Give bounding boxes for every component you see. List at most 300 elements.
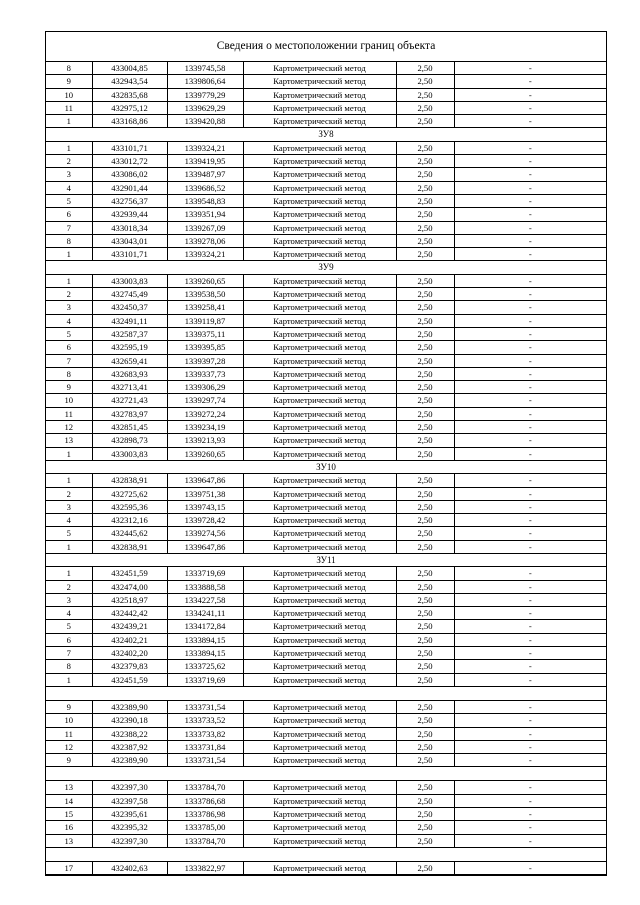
description-cell: -: [454, 88, 606, 101]
description-cell: -: [454, 673, 606, 686]
y-coordinate-cell: 1339351,94: [167, 208, 243, 221]
table-row: [46, 474, 606, 487]
point-number-cell: 14: [46, 794, 92, 807]
method-cell: Картометрический метод: [243, 327, 396, 340]
x-coordinate-cell: 432939,44: [92, 208, 167, 221]
x-coordinate-cell: 433101,71: [92, 248, 167, 261]
error-cell: 2,50: [396, 714, 454, 727]
table-row: [46, 727, 606, 740]
method-cell: Картометрический метод: [243, 821, 396, 834]
x-coordinate-cell: 432975,12: [92, 101, 167, 114]
x-coordinate-cell: 432851,45: [92, 421, 167, 434]
error-cell: 2,50: [396, 580, 454, 593]
error-cell: 2,50: [396, 620, 454, 633]
method-cell: Картометрический метод: [243, 341, 396, 354]
error-cell: 2,50: [396, 221, 454, 234]
point-number-cell: 1: [46, 474, 92, 487]
method-cell: Картометрический метод: [243, 75, 396, 88]
description-cell: -: [454, 727, 606, 740]
description-cell: -: [454, 714, 606, 727]
description-cell: -: [454, 341, 606, 354]
error-cell: 2,50: [396, 381, 454, 394]
method-cell: Картометрический метод: [243, 834, 396, 847]
point-number-cell: 2: [46, 155, 92, 168]
error-cell: 2,50: [396, 673, 454, 686]
method-cell: Картометрический метод: [243, 700, 396, 713]
description-cell: -: [454, 181, 606, 194]
description-cell: -: [454, 407, 606, 420]
section-header-row: [46, 460, 606, 473]
table-row: [46, 434, 606, 447]
table-row: [46, 367, 606, 380]
point-number-cell: 5: [46, 194, 92, 207]
y-coordinate-cell: 1333719,69: [167, 567, 243, 580]
x-coordinate-cell: 432451,59: [92, 673, 167, 686]
method-cell: Картометрический метод: [243, 500, 396, 513]
error-cell: 2,50: [396, 660, 454, 673]
description-cell: -: [454, 781, 606, 794]
point-number-cell: 10: [46, 714, 92, 727]
x-coordinate-cell: 432943,54: [92, 75, 167, 88]
table-row: [46, 781, 606, 794]
x-coordinate-cell: 432474,00: [92, 580, 167, 593]
x-coordinate-cell: 432595,19: [92, 341, 167, 354]
table-row: [46, 447, 606, 460]
x-coordinate-cell: 432402,21: [92, 633, 167, 646]
point-number-cell: 5: [46, 327, 92, 340]
y-coordinate-cell: 1339647,86: [167, 540, 243, 553]
x-coordinate-cell: 432756,37: [92, 194, 167, 207]
section-label: ЗУ11: [46, 553, 606, 566]
x-coordinate-cell: 432838,91: [92, 474, 167, 487]
table-row: [46, 740, 606, 753]
point-number-cell: 7: [46, 221, 92, 234]
error-cell: 2,50: [396, 407, 454, 420]
point-number-cell: 2: [46, 487, 92, 500]
error-cell: 2,50: [396, 301, 454, 314]
table-row: [46, 527, 606, 540]
point-number-cell: 6: [46, 208, 92, 221]
section-label: ЗУ9: [46, 261, 606, 274]
point-number-cell: 9: [46, 381, 92, 394]
table-row: [46, 714, 606, 727]
description-cell: -: [454, 394, 606, 407]
method-cell: Картометрический метод: [243, 514, 396, 527]
x-coordinate-cell: 432725,62: [92, 487, 167, 500]
y-coordinate-cell: 1333719,69: [167, 673, 243, 686]
x-coordinate-cell: 433012,72: [92, 155, 167, 168]
method-cell: Картометрический метод: [243, 274, 396, 287]
separator-cell: [46, 686, 606, 700]
table-row: [46, 381, 606, 394]
point-number-cell: 13: [46, 434, 92, 447]
method-cell: Картометрический метод: [243, 155, 396, 168]
error-cell: 2,50: [396, 727, 454, 740]
x-coordinate-cell: 432745,49: [92, 288, 167, 301]
table-row: [46, 194, 606, 207]
y-coordinate-cell: 1339272,24: [167, 407, 243, 420]
point-number-cell: 11: [46, 407, 92, 420]
y-coordinate-cell: 1339375,11: [167, 327, 243, 340]
separator-row: [46, 767, 606, 781]
point-number-cell: 12: [46, 740, 92, 753]
point-number-cell: 6: [46, 341, 92, 354]
method-cell: Картометрический метод: [243, 781, 396, 794]
point-number-cell: 12: [46, 421, 92, 434]
boundary-coordinates-table: [46, 62, 606, 875]
table-row: [46, 221, 606, 234]
method-cell: Картометрический метод: [243, 115, 396, 128]
method-cell: Картометрический метод: [243, 221, 396, 234]
y-coordinate-cell: 1339745,58: [167, 62, 243, 75]
description-cell: -: [454, 474, 606, 487]
table-row: [46, 394, 606, 407]
x-coordinate-cell: 432387,92: [92, 740, 167, 753]
x-coordinate-cell: 432402,20: [92, 647, 167, 660]
x-coordinate-cell: 432450,37: [92, 301, 167, 314]
point-number-cell: 1: [46, 567, 92, 580]
x-coordinate-cell: 433101,71: [92, 141, 167, 154]
table-row: [46, 540, 606, 553]
point-number-cell: 4: [46, 181, 92, 194]
point-number-cell: 5: [46, 527, 92, 540]
error-cell: 2,50: [396, 647, 454, 660]
error-cell: 2,50: [396, 341, 454, 354]
point-number-cell: 10: [46, 88, 92, 101]
point-number-cell: 11: [46, 727, 92, 740]
y-coordinate-cell: 1339337,73: [167, 367, 243, 380]
point-number-cell: 13: [46, 834, 92, 847]
error-cell: 2,50: [396, 700, 454, 713]
error-cell: 2,50: [396, 447, 454, 460]
error-cell: 2,50: [396, 194, 454, 207]
description-cell: -: [454, 607, 606, 620]
method-cell: Картометрический метод: [243, 248, 396, 261]
y-coordinate-cell: 1339728,42: [167, 514, 243, 527]
point-number-cell: 16: [46, 821, 92, 834]
description-cell: -: [454, 794, 606, 807]
y-coordinate-cell: 1339297,74: [167, 394, 243, 407]
method-cell: Картометрический метод: [243, 647, 396, 660]
section-header-row: [46, 128, 606, 141]
error-cell: 2,50: [396, 808, 454, 821]
point-number-cell: 13: [46, 781, 92, 794]
point-number-cell: 1: [46, 447, 92, 460]
table-row: [46, 141, 606, 154]
method-cell: Картометрический метод: [243, 407, 396, 420]
method-cell: Картометрический метод: [243, 354, 396, 367]
description-cell: -: [454, 221, 606, 234]
error-cell: 2,50: [396, 781, 454, 794]
error-cell: 2,50: [396, 101, 454, 114]
section-header-row: [46, 261, 606, 274]
point-number-cell: 9: [46, 700, 92, 713]
point-number-cell: 6: [46, 633, 92, 646]
x-coordinate-cell: 432439,21: [92, 620, 167, 633]
description-cell: -: [454, 633, 606, 646]
error-cell: 2,50: [396, 593, 454, 606]
point-number-cell: 3: [46, 593, 92, 606]
y-coordinate-cell: 1339234,19: [167, 421, 243, 434]
error-cell: 2,50: [396, 354, 454, 367]
error-cell: 2,50: [396, 62, 454, 75]
error-cell: 2,50: [396, 288, 454, 301]
description-cell: -: [454, 808, 606, 821]
description-cell: -: [454, 514, 606, 527]
description-cell: -: [454, 540, 606, 553]
y-coordinate-cell: 1334227,58: [167, 593, 243, 606]
point-number-cell: 3: [46, 301, 92, 314]
y-coordinate-cell: 1339260,65: [167, 447, 243, 460]
point-number-cell: 8: [46, 234, 92, 247]
table-row: [46, 75, 606, 88]
x-coordinate-cell: 432587,37: [92, 327, 167, 340]
method-cell: Картометрический метод: [243, 740, 396, 753]
method-cell: Картометрический метод: [243, 62, 396, 75]
x-coordinate-cell: 432442,42: [92, 607, 167, 620]
error-cell: 2,50: [396, 168, 454, 181]
description-cell: -: [454, 168, 606, 181]
y-coordinate-cell: 1339751,38: [167, 487, 243, 500]
error-cell: 2,50: [396, 248, 454, 261]
table-row: [46, 567, 606, 580]
table-row: [46, 314, 606, 327]
method-cell: Картометрический метод: [243, 620, 396, 633]
point-number-cell: 1: [46, 673, 92, 686]
x-coordinate-cell: 432518,97: [92, 593, 167, 606]
description-cell: -: [454, 421, 606, 434]
description-cell: -: [454, 75, 606, 88]
table-row: [46, 633, 606, 646]
coordinates-table-body: [46, 62, 606, 875]
x-coordinate-cell: 432445,62: [92, 527, 167, 540]
y-coordinate-cell: 1333888,58: [167, 580, 243, 593]
point-number-cell: 4: [46, 314, 92, 327]
y-coordinate-cell: 1333785,00: [167, 821, 243, 834]
method-cell: Картометрический метод: [243, 88, 396, 101]
method-cell: Картометрический метод: [243, 381, 396, 394]
separator-row: [46, 847, 606, 861]
method-cell: Картометрический метод: [243, 181, 396, 194]
error-cell: 2,50: [396, 115, 454, 128]
x-coordinate-cell: 433043,01: [92, 234, 167, 247]
table-row: [46, 794, 606, 807]
method-cell: Картометрический метод: [243, 660, 396, 673]
error-cell: 2,50: [396, 314, 454, 327]
x-coordinate-cell: 432395,61: [92, 808, 167, 821]
x-coordinate-cell: 432835,68: [92, 88, 167, 101]
y-coordinate-cell: 1339629,29: [167, 101, 243, 114]
table-row: [46, 421, 606, 434]
table-row: [46, 208, 606, 221]
description-cell: -: [454, 381, 606, 394]
x-coordinate-cell: 433004,85: [92, 62, 167, 75]
table-row: [46, 834, 606, 847]
method-cell: Картометрический метод: [243, 527, 396, 540]
table-row: [46, 607, 606, 620]
error-cell: 2,50: [396, 155, 454, 168]
description-cell: -: [454, 754, 606, 767]
method-cell: Картометрический метод: [243, 607, 396, 620]
description-cell: -: [454, 660, 606, 673]
error-cell: 2,50: [396, 421, 454, 434]
table-row: [46, 115, 606, 128]
method-cell: Картометрический метод: [243, 714, 396, 727]
y-coordinate-cell: 1339274,56: [167, 527, 243, 540]
method-cell: Картометрический метод: [243, 540, 396, 553]
y-coordinate-cell: 1339260,65: [167, 274, 243, 287]
y-coordinate-cell: 1339119,87: [167, 314, 243, 327]
method-cell: Картометрический метод: [243, 234, 396, 247]
description-cell: -: [454, 527, 606, 540]
error-cell: 2,50: [396, 274, 454, 287]
description-cell: -: [454, 141, 606, 154]
section-label: ЗУ10: [46, 460, 606, 473]
y-coordinate-cell: 1333786,98: [167, 808, 243, 821]
description-cell: -: [454, 194, 606, 207]
description-cell: -: [454, 208, 606, 221]
method-cell: Картометрический метод: [243, 567, 396, 580]
table-row: [46, 647, 606, 660]
description-cell: -: [454, 301, 606, 314]
point-number-cell: 5: [46, 620, 92, 633]
description-cell: -: [454, 155, 606, 168]
point-number-cell: 11: [46, 101, 92, 114]
point-number-cell: 4: [46, 607, 92, 620]
point-number-cell: 3: [46, 168, 92, 181]
method-cell: Картометрический метод: [243, 447, 396, 460]
description-cell: -: [454, 274, 606, 287]
error-cell: 2,50: [396, 327, 454, 340]
point-number-cell: 15: [46, 808, 92, 821]
description-cell: -: [454, 647, 606, 660]
x-coordinate-cell: 432838,91: [92, 540, 167, 553]
point-number-cell: 17: [46, 861, 92, 874]
method-cell: Картометрический метод: [243, 301, 396, 314]
description-cell: -: [454, 740, 606, 753]
section-header-row: [46, 553, 606, 566]
error-cell: 2,50: [396, 88, 454, 101]
table-row: [46, 821, 606, 834]
point-number-cell: 7: [46, 354, 92, 367]
description-cell: -: [454, 367, 606, 380]
y-coordinate-cell: 1339397,28: [167, 354, 243, 367]
y-coordinate-cell: 1339743,15: [167, 500, 243, 513]
y-coordinate-cell: 1339278,06: [167, 234, 243, 247]
description-cell: -: [454, 434, 606, 447]
method-cell: Картометрический метод: [243, 487, 396, 500]
table-row: [46, 700, 606, 713]
error-cell: 2,50: [396, 75, 454, 88]
method-cell: Картометрический метод: [243, 168, 396, 181]
point-number-cell: 9: [46, 75, 92, 88]
x-coordinate-cell: 433003,83: [92, 447, 167, 460]
x-coordinate-cell: 432397,30: [92, 834, 167, 847]
y-coordinate-cell: 1339324,21: [167, 248, 243, 261]
description-cell: -: [454, 700, 606, 713]
y-coordinate-cell: 1339395,85: [167, 341, 243, 354]
x-coordinate-cell: 432595,36: [92, 500, 167, 513]
error-cell: 2,50: [396, 141, 454, 154]
x-coordinate-cell: 432389,90: [92, 700, 167, 713]
description-cell: -: [454, 861, 606, 874]
description-cell: -: [454, 314, 606, 327]
table-row: [46, 181, 606, 194]
table-row: [46, 514, 606, 527]
point-number-cell: 2: [46, 580, 92, 593]
table-row: [46, 327, 606, 340]
description-cell: -: [454, 593, 606, 606]
y-coordinate-cell: 1339419,95: [167, 155, 243, 168]
y-coordinate-cell: 1333894,15: [167, 647, 243, 660]
error-cell: 2,50: [396, 567, 454, 580]
table-row: [46, 234, 606, 247]
x-coordinate-cell: 433018,34: [92, 221, 167, 234]
y-coordinate-cell: 1333894,15: [167, 633, 243, 646]
x-coordinate-cell: 432713,41: [92, 381, 167, 394]
description-cell: -: [454, 354, 606, 367]
description-cell: -: [454, 248, 606, 261]
y-coordinate-cell: 1333822,97: [167, 861, 243, 874]
table-row: [46, 101, 606, 114]
x-coordinate-cell: 432683,93: [92, 367, 167, 380]
method-cell: Картометрический метод: [243, 288, 396, 301]
description-cell: -: [454, 567, 606, 580]
table-row: [46, 808, 606, 821]
table-row: [46, 62, 606, 75]
table-row: [46, 168, 606, 181]
method-cell: Картометрический метод: [243, 673, 396, 686]
method-cell: Картометрический метод: [243, 101, 396, 114]
y-coordinate-cell: 1339487,97: [167, 168, 243, 181]
error-cell: 2,50: [396, 540, 454, 553]
description-cell: -: [454, 101, 606, 114]
y-coordinate-cell: 1339686,52: [167, 181, 243, 194]
method-cell: Картометрический метод: [243, 208, 396, 221]
error-cell: 2,50: [396, 740, 454, 753]
y-coordinate-cell: 1333786,68: [167, 794, 243, 807]
error-cell: 2,50: [396, 367, 454, 380]
x-coordinate-cell: 432491,11: [92, 314, 167, 327]
table-row: [46, 88, 606, 101]
x-coordinate-cell: 433086,02: [92, 168, 167, 181]
error-cell: 2,50: [396, 821, 454, 834]
table-row: [46, 341, 606, 354]
error-cell: 2,50: [396, 527, 454, 540]
point-number-cell: 2: [46, 288, 92, 301]
x-coordinate-cell: 432379,83: [92, 660, 167, 673]
y-coordinate-cell: 1333731,84: [167, 740, 243, 753]
error-cell: 2,50: [396, 434, 454, 447]
y-coordinate-cell: 1334241,11: [167, 607, 243, 620]
table-row: [46, 301, 606, 314]
method-cell: Картометрический метод: [243, 474, 396, 487]
x-coordinate-cell: 432312,16: [92, 514, 167, 527]
error-cell: 2,50: [396, 500, 454, 513]
point-number-cell: 1: [46, 115, 92, 128]
x-coordinate-cell: 432397,30: [92, 781, 167, 794]
point-number-cell: 7: [46, 647, 92, 660]
method-cell: Картометрический метод: [243, 794, 396, 807]
point-number-cell: 8: [46, 660, 92, 673]
x-coordinate-cell: 432901,44: [92, 181, 167, 194]
method-cell: Картометрический метод: [243, 434, 396, 447]
point-number-cell: 4: [46, 514, 92, 527]
table-row: [46, 274, 606, 287]
method-cell: Картометрический метод: [243, 633, 396, 646]
y-coordinate-cell: 1333725,62: [167, 660, 243, 673]
method-cell: Картометрический метод: [243, 754, 396, 767]
